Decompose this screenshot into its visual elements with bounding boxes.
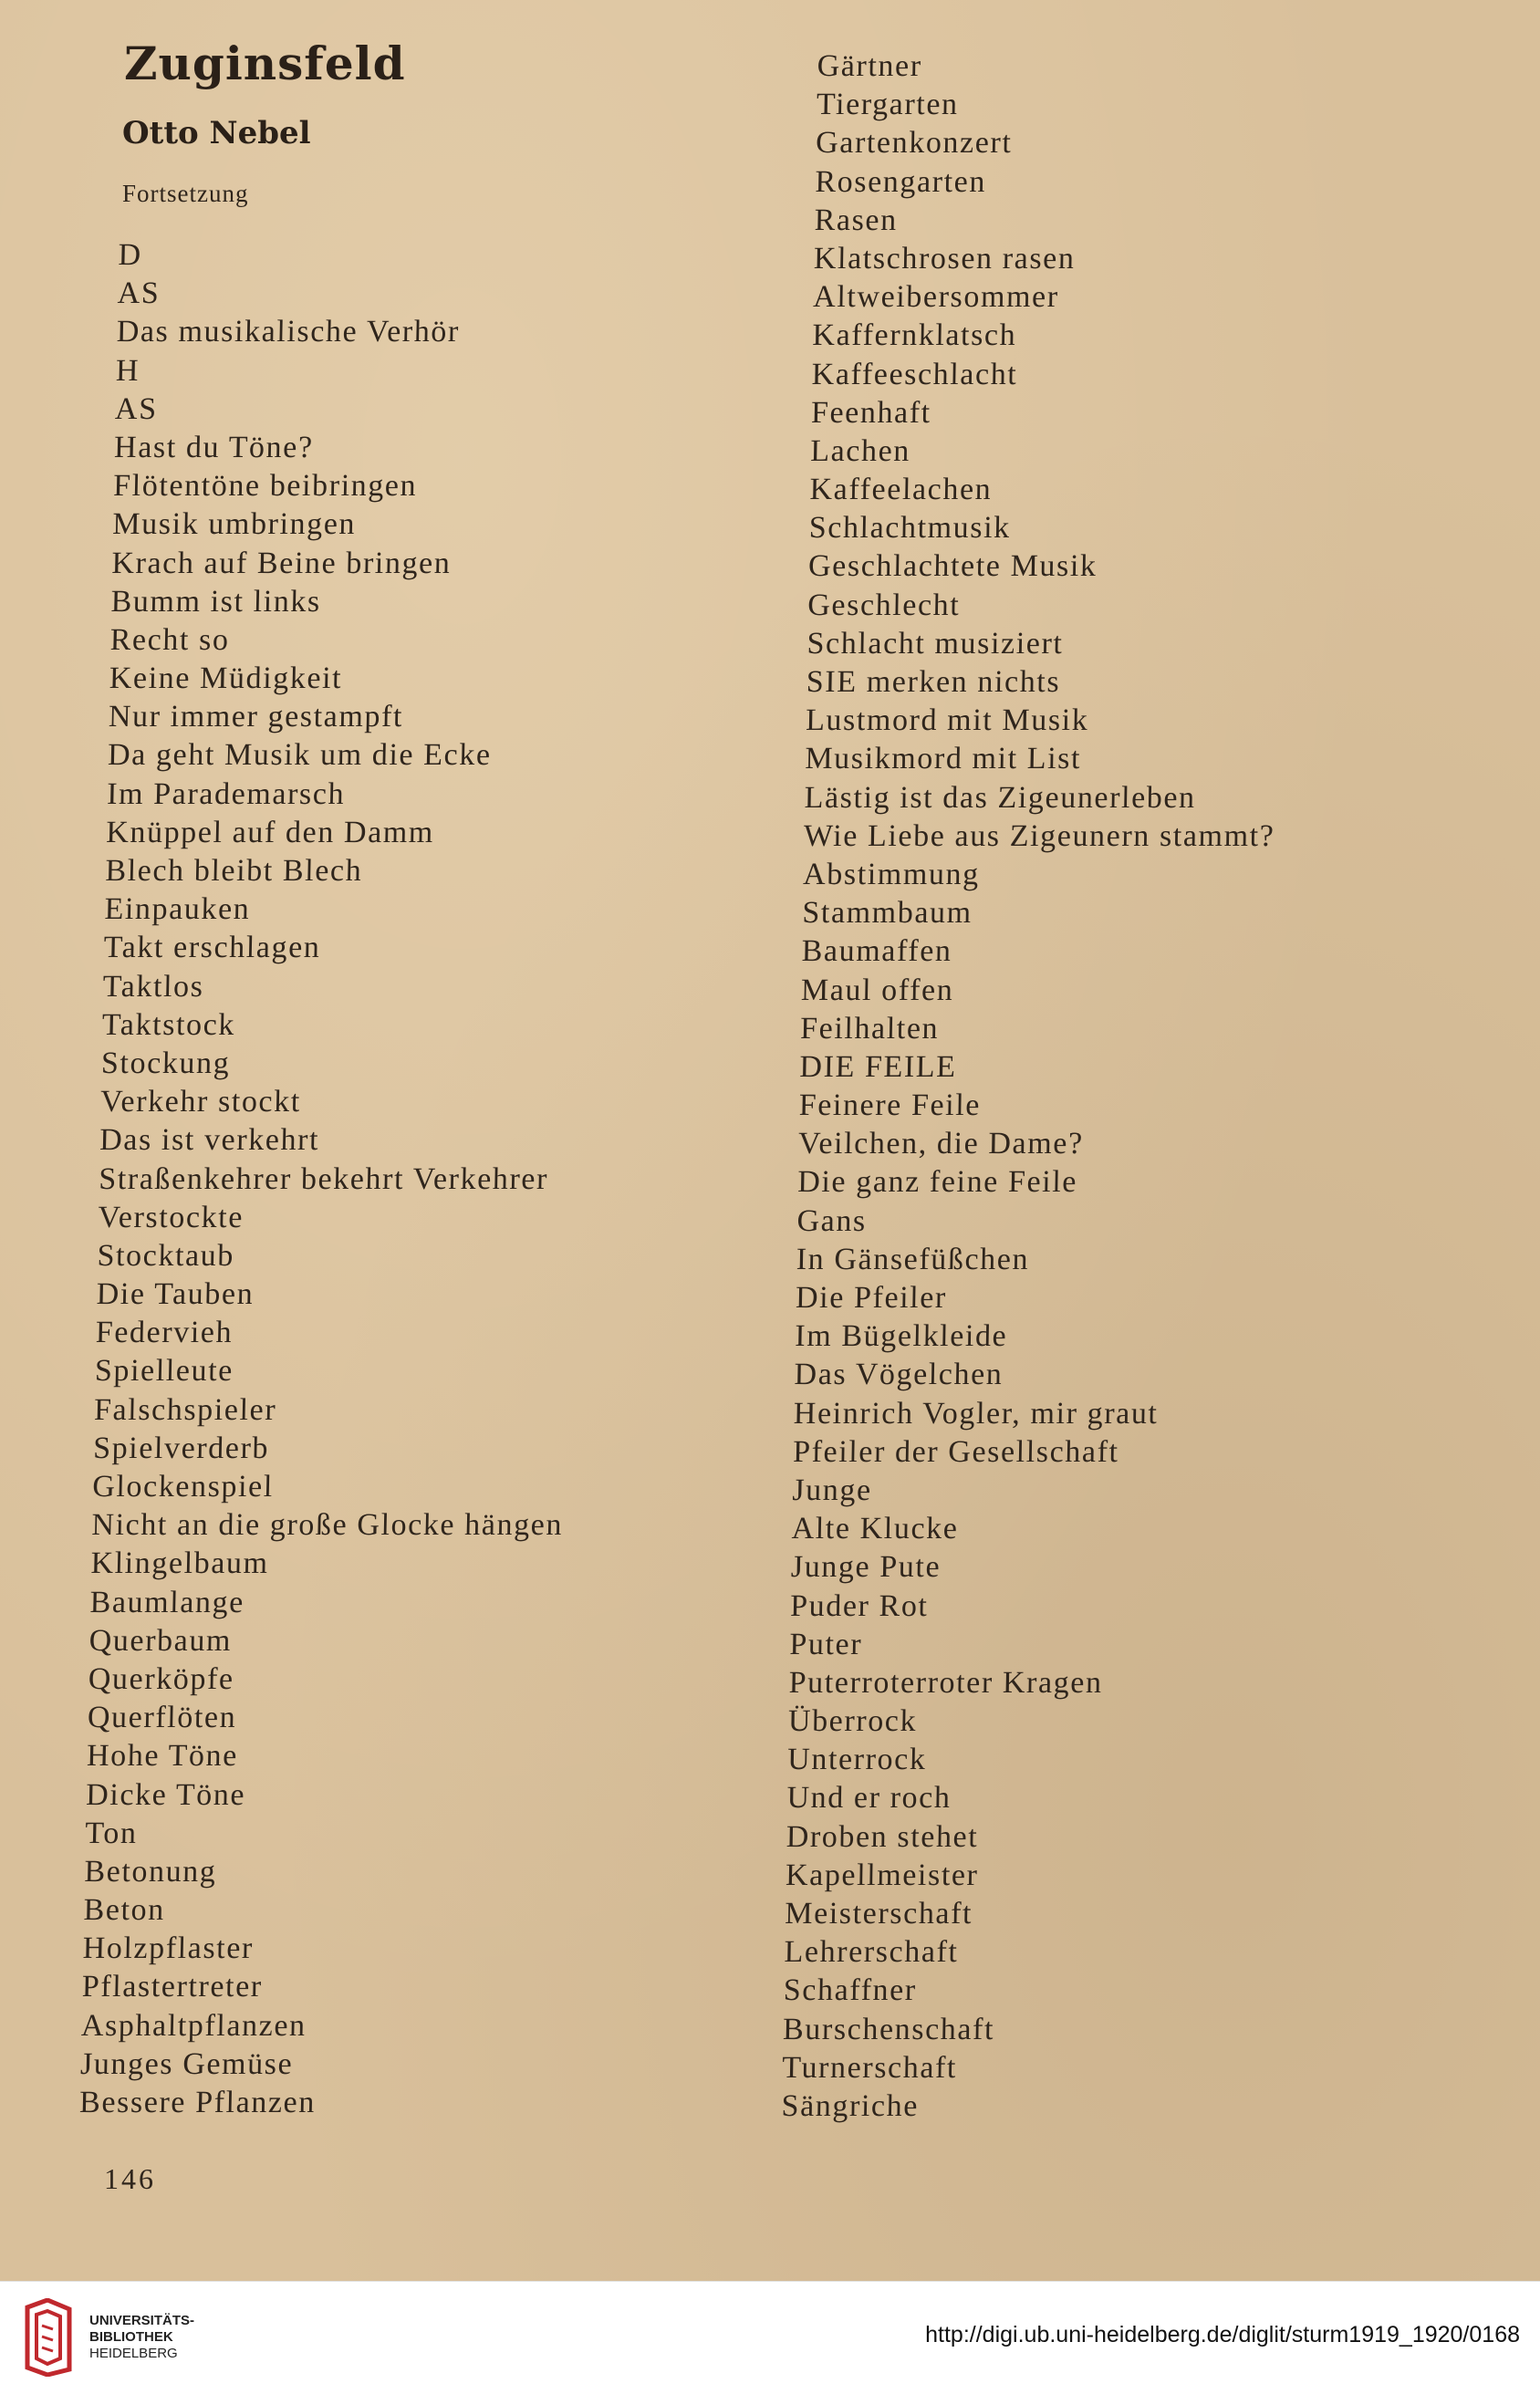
library-name-line-1: UNIVERSITÄTS- [89, 2313, 195, 2328]
subtitle: Fortsetzung [122, 180, 249, 207]
left-column-line: Verkehr stockt [99, 1085, 302, 1119]
left-column-line: Falschspieler [93, 1392, 277, 1427]
left-column-line: Spielleute [94, 1354, 234, 1389]
right-column-line: Puter [789, 1627, 863, 1661]
left-column-line: Im Parademarsch [106, 776, 346, 811]
viewer-footer [0, 2281, 1540, 2394]
right-column-line: Schlachtmusik [808, 511, 1012, 546]
right-column-line: Feenhaft [810, 395, 932, 430]
right-column-line: Junge [792, 1473, 873, 1507]
left-column-line: Hast du Töne? [113, 430, 315, 464]
right-column-line: Feilhalten [799, 1011, 940, 1046]
left-column-line: Flötentöne beibringen [112, 469, 418, 504]
left-column-line: Keine Müdigkeit [109, 661, 343, 696]
right-column-line: Und er roch [786, 1781, 952, 1816]
left-column-line: Blech bleibt Blech [105, 854, 363, 888]
left-column-line: Takt erschlagen [103, 931, 321, 965]
right-column-line: Gärtner [817, 49, 922, 83]
right-column-line: Feinere Feile [798, 1088, 982, 1123]
left-column-line: Recht so [109, 622, 230, 657]
right-text-column [781, 47, 1288, 2126]
left-column-line: Das ist verkehrt [99, 1123, 320, 1158]
right-column-line: Tiergarten [816, 88, 960, 122]
right-column-line: Schlacht musiziert [806, 626, 1064, 661]
left-column-line: Einpauken [104, 892, 251, 927]
library-name-line-3: HEIDELBERG [89, 2346, 178, 2361]
left-column-line: Spielverderb [92, 1431, 270, 1465]
right-column-line: Altweibersommer [812, 280, 1060, 315]
left-column-line: Verstockte [98, 1200, 245, 1234]
left-column-line: Krach auf Beine bringen [111, 546, 452, 580]
left-column-line: Querköpfe [88, 1661, 235, 1696]
left-column-line: Taktstock [101, 1007, 236, 1042]
right-column-line: Lustmord mit Musik [805, 703, 1089, 738]
page-title: Zuginsfeld [124, 36, 406, 90]
left-column-line: Pflastertreter [81, 1970, 264, 2004]
right-column-line: Kapellmeister [785, 1858, 979, 1892]
right-column-line: Sängriche [781, 2088, 920, 2123]
right-column-line: Kaffeeschlacht [811, 357, 1018, 391]
right-column-line: Rosengarten [815, 164, 987, 199]
left-column-line: Holzpflaster [82, 1931, 255, 1966]
right-column-line: Pfeiler der Gesellschaft [792, 1434, 1119, 1469]
right-column-line: Die Pfeiler [795, 1281, 948, 1315]
university-library-logo-icon[interactable] [20, 2298, 77, 2377]
right-column-line: Unterrock [786, 1743, 927, 1777]
left-column-line: Bumm ist links [110, 584, 322, 619]
right-column-line: Lästig ist das Zigeunerleben [804, 780, 1197, 815]
library-name-line-2: BIBLIOTHEK [89, 2329, 173, 2345]
right-column-line: Junge Pute [790, 1550, 942, 1585]
left-column-line: Stocktaub [97, 1238, 235, 1273]
right-column-line: Droben stehet [786, 1819, 979, 1854]
left-column-line: Nur immer gestampft [108, 700, 404, 734]
left-column-line: Ton [84, 1816, 138, 1850]
right-column-line: In Gänsefüßchen [796, 1242, 1030, 1276]
right-column-line: Im Bügelkleide [795, 1319, 1008, 1354]
right-column-line: Puterroterroter Kragen [788, 1665, 1103, 1700]
right-column-line: Abstimmung [802, 857, 981, 891]
right-column-line: Gans [796, 1203, 868, 1238]
left-column-line: Federvieh [95, 1316, 234, 1350]
right-column-line: Maul offen [800, 973, 954, 1007]
left-column-line: Das musikalische Verhör [116, 315, 461, 349]
page-number: 146 [104, 2162, 156, 2195]
source-url[interactable]: http://digi.ub.uni-heidelberg.de/diglit/sturm1919_1920/0168 [925, 2322, 1520, 2347]
left-column-line: Glockenspiel [91, 1470, 275, 1504]
right-column-line: Lachen [809, 433, 911, 468]
right-column-line: Turnerschaft [782, 2050, 958, 2085]
left-column-line: Nicht an die große Glocke hängen [91, 1508, 564, 1543]
left-column-line: Junges Gemüse [79, 2046, 294, 2081]
left-column-line: Beton [83, 1893, 166, 1928]
left-column-line: H [115, 353, 140, 388]
left-column-line: D [118, 238, 143, 272]
right-column-line: Stammbaum [802, 896, 973, 931]
left-column-line: Hohe Töne [86, 1739, 239, 1774]
left-column-line: Stockung [100, 1046, 231, 1080]
left-column-line: AS [117, 276, 161, 311]
left-column-line: Baumlange [89, 1585, 245, 1619]
right-column-line: Baumaffen [801, 934, 952, 969]
right-column-line: Die ganz feine Feile [796, 1165, 1078, 1200]
right-column-line: Schaffner [783, 1973, 918, 2008]
right-column-line: Wie Liebe aus Zigeunern stammt? [803, 818, 1275, 853]
right-column-line: SIE merken nichts [806, 665, 1061, 699]
right-column-line: Meisterschaft [784, 1897, 973, 1931]
right-column-line: Alte Klucke [791, 1512, 959, 1546]
left-column-line: Musik umbringen [111, 507, 357, 542]
left-column-line: Querflöten [87, 1701, 237, 1735]
right-column-line: Geschlecht [807, 588, 961, 622]
left-column-line: Straßenkehrer bekehrt Verkehrer [98, 1161, 549, 1196]
right-column-line: Geschlachtete Musik [807, 549, 1098, 584]
right-column-line: Rasen [814, 203, 899, 237]
right-column-line: Musikmord mit List [805, 742, 1082, 776]
left-column-line: AS [114, 391, 159, 426]
right-column-line: Burschenschaft [782, 2012, 995, 2046]
left-column-line: Klingelbaum [90, 1546, 270, 1581]
right-column-line: Lehrerschaft [784, 1935, 959, 1970]
right-column-line: Überrock [787, 1704, 918, 1739]
left-column-line: Betonung [84, 1854, 217, 1889]
left-column-line: Knüppel auf den Damm [105, 815, 435, 849]
library-name[interactable] [89, 2313, 194, 2362]
left-column-line: Taktlos [102, 969, 204, 1004]
right-column-line: Kaffeelachen [809, 473, 993, 507]
author-name: Otto Nebel [122, 115, 311, 151]
right-column-line: Veilchen, die Dame? [797, 1127, 1085, 1161]
left-column-line: Bessere Pflanzen [78, 2086, 317, 2119]
right-column-line: Puder Rot [789, 1588, 929, 1623]
left-column-line: Die Tauben [96, 1277, 255, 1312]
right-column-line: Das Vögelchen [794, 1358, 1004, 1392]
left-column-line: Dicke Töne [85, 1777, 246, 1812]
right-column-line: Kaffernklatsch [812, 318, 1017, 353]
left-column-line: Asphaltpflanzen [80, 2008, 307, 2043]
left-column-line: Da geht Musik um die Ecke [107, 738, 493, 773]
right-column-line: Gartenkonzert [815, 126, 1013, 161]
right-column-line: DIE FEILE [799, 1049, 957, 1084]
right-column-line: Klatschrosen rasen [813, 241, 1076, 276]
left-text-column [79, 236, 590, 2122]
right-column-line: Heinrich Vogler, mir graut [793, 1396, 1159, 1431]
left-column-line: Querbaum [88, 1623, 233, 1658]
